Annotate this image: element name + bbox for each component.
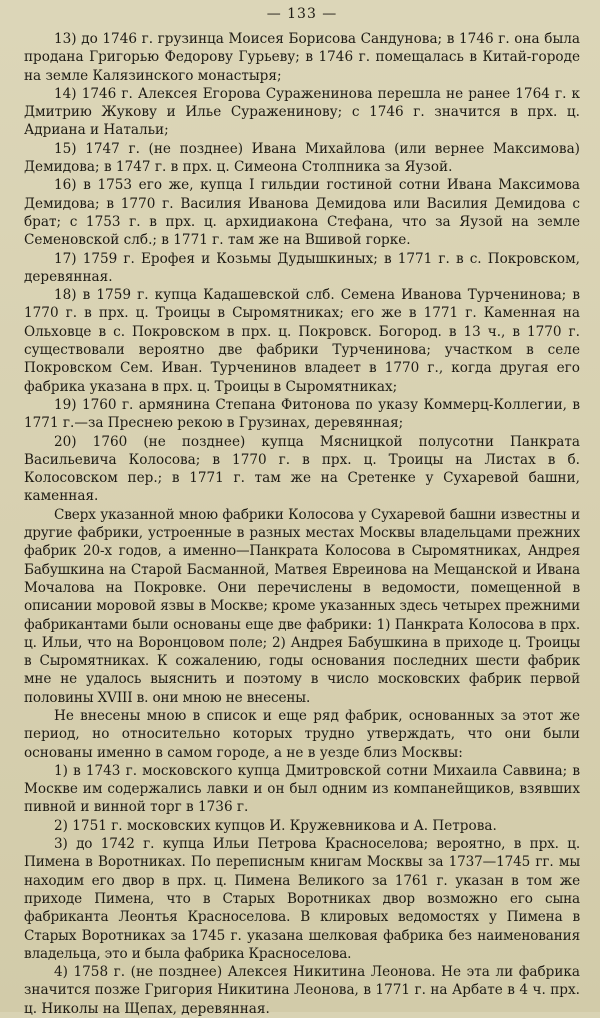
paragraph-other-factories: Сверх указанной мною фабрики Колосова у Сухаревой башни известны и другие фабрики, устроенные в разных местах Москвы владельцами прежних фабрик 20-х годов, а именно—Панкрата Колосова в Сыромятниках, Андрея Бабушкина на Старой Басманной, Матвея Евреинова на Мещанской и Ивана Мочалова на Покровке. Они перечислены в ведомости, помещенной в описании моровой язвы в Москве; кроме указанных здесь четырех прежними фабрикантами были основаны еще две фабрики: 1) Панкрата Колосова в прх. ц. Ильи, что на Воронцовом поле; 2) Андрея Бабушкина в приходе ц. Троицы в Сыромятниках. К сожалению, годы основания последних шести фабрик мне не удалось выяснить и поэтому в число московских фабрик первой половины XVIII в. они мною не внесены. xyxy=(24,506,580,706)
paragraph-item-20: 20) 1760 (не позднее) купца Мясницкой полусотни Панкрата Васильевича Колосова; в 1770 г. в прх. ц. Троицы на Листах в б. Колосовском пер.; в 1771 г. там же на Сретенке у Сухаревой башни, каменная. xyxy=(24,433,580,505)
paragraph-list-4: 4) 1758 г. (не позднее) Алексея Никитина Леонова. Не эта ли фабрика значится позже Григория Никитина Леонова, в 1771 г. на Арбате в 4 ч. прх. ц. Николы на Щепах, деревянная. xyxy=(24,964,580,1017)
paragraph-item-15: 15) 1747 г. (не позднее) Ивана Михайлова (или вернее Максимова) Демидова; в 1747 г. в прх. ц. Симеона Столпника за Яузой. xyxy=(24,140,580,176)
paragraph-not-included: Не внесены мною в список и еще ряд фабрик, основанных за этот же период, но относительно которых трудно утверждать, что они были основаны именно в самом городе, а не в уезде близ Москвы: xyxy=(24,707,580,761)
paragraph-list-3: 3) до 1742 г. купца Ильи Петрова Красноселова; вероятно, в прх. ц. Пимена в Воротниках. По переписным книгам Москвы за 1737—1745 гг. мы находим его двор в прх. ц. Пимена Великого за 1761 г. указан в том же приходе Пимена, что в Старых Воротниках двор возможно его сына фабриканта Леонтья Красноселова. В клировых ведомостях у Пимена в Старых Воротниках за 1745 г. указана шелковая фабрика без наименования владельца, это и была фабрика Красноселова. xyxy=(24,836,580,962)
page-number: — 133 — xyxy=(266,6,338,22)
paragraph-item-16: 16) в 1753 его же, купца I гильдии гостиной сотни Ивана Максимова Демидова; в 1770 г. Василия Иванова Демидова или Василия Демидова с брат; с 1753 г. в прх. ц. архидиакона Стефана, что за Яузой на земле Семеновской слб.; в 1771 г. там же на Вшивой горке. xyxy=(24,177,580,249)
paragraph-item-14: 14) 1746 г. Алексея Егорова Сураженинова перешла не ранее 1764 г. к Дмитрию Жукову и Илье Сураженинову; с 1746 г. значится в прх. ц. Адриана и Натальи; xyxy=(24,85,580,139)
paragraph-item-19: 19) 1760 г. армянина Степана Фитонова по указу Коммерц-Коллегии, в 1771 г.—за Преснею рекою в Грузинах, деревянная; xyxy=(24,396,580,432)
paragraph-item-13: 13) до 1746 г. грузинца Моисея Борисова Сандунова; в 1746 г. она была продана Григорью Федорову Гурьеву; в 1746 г. помещалась в Китай-городе на земле Калязинского монастыря; xyxy=(24,31,580,84)
paragraph-item-18: 18) в 1759 г. купца Кадашевской слб. Семена Иванова Турченинова; в 1770 г. в прх. ц. Троицы в Сыромятниках; его же в 1771 г. Каменная на Ольховце в с. Покровском в прх. ц. Покровск. Богород. в 13 ч., в 1770 г. существовали вероятно две фабрики Турченинова; участком в селе Покровском Сем. Иван. Турченинов владеет в 1770 г., когда другая его фабрика указана в прх. ц. Троицы в Сыромятниках; xyxy=(24,287,580,395)
paragraph-item-17: 17) 1759 г. Ерофея и Козьмы Дудышкиных; в 1771 г. в с. Покровском, деревянная. xyxy=(24,250,580,285)
paragraph-list-1: 1) в 1743 г. московского купца Дмитровской сотни Михаила Саввина; в Москве им содержались лавки и он был одним из компанейщиков, взявших пивной и винной торг в 1736 г. xyxy=(24,762,580,816)
paragraph-list-2: 2) 1751 г. московских купцов И. Кружевникова и А. Петрова. xyxy=(54,817,497,834)
page-body xyxy=(24,30,580,1018)
